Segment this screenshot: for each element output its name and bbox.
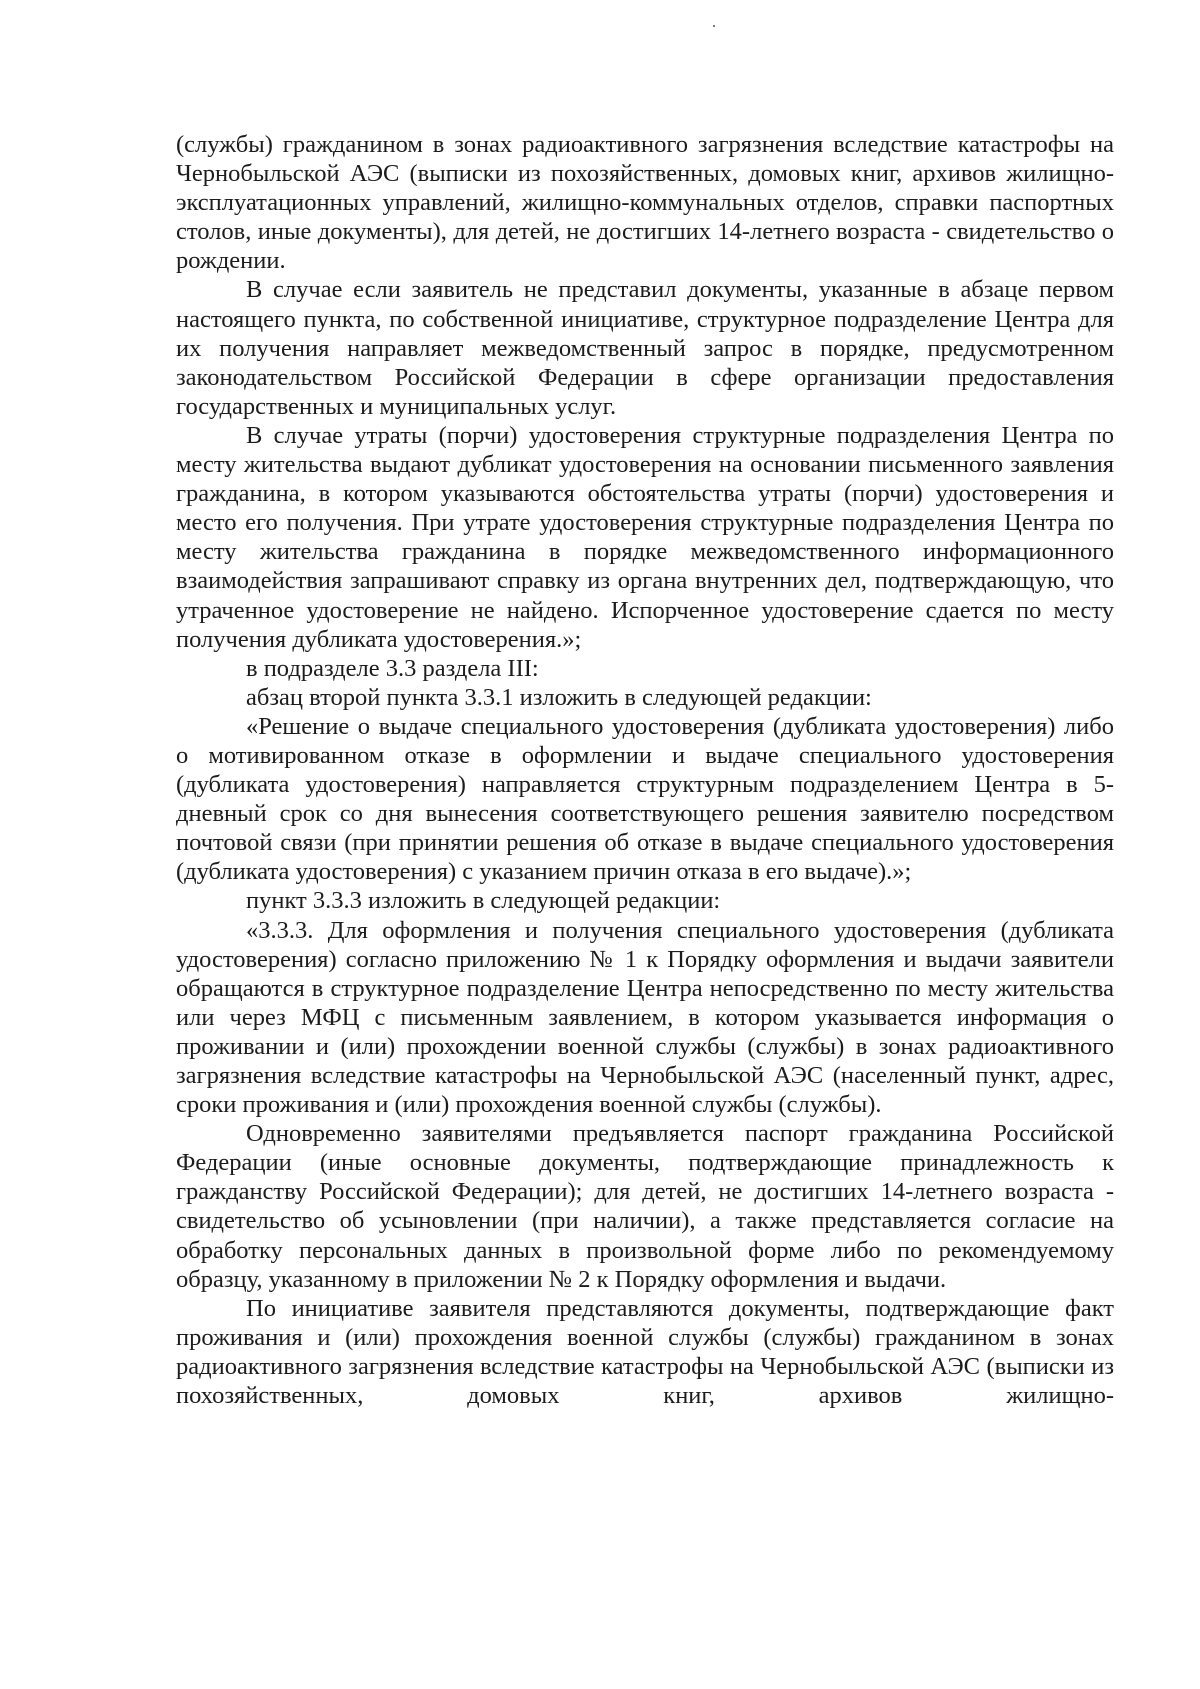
- paragraph-amendment-3-3-3: пункт 3.3.3 изложить в следующей редакции:: [246, 887, 721, 915]
- paragraph-lost-certificate: В случае утраты (порчи) удостоверения структурные подразделения Центра по месту жительства выдают дубликат удостоверения на основании письменного заявления гражданина, в котором указываются обстоятельства утраты (порчи) удостоверения и место его получения. При утрате удостоверения структурные подразделения Центра по месту жительства гражданина в порядке межведомственного информационного взаимодействия запрашивают справку из органа внутренних дел, подтверждающую, что утраченное удостоверение не найдено. Испорченное удостоверение сдается по месту получения дубликата удостоверения.»;: [176, 421, 1114, 653]
- paragraph-subsection-ref: в подразделе 3.3 раздела III:: [246, 654, 539, 682]
- paragraph-clause-3-3-3: «3.3.3. Для оформления и получения специального удостоверения (дубликата удостоверения) согласно приложению № 1 к Порядку оформления и выдачи заявители обращаются в структурное подразделение Центра непосредственно по месту жительства или через МФЦ с письменным заявлением, в котором указывается информация о проживании и (или) прохождении военной службы (службы) в зонах радиоактивного загрязнения вследствие катастрофы на Чернобыльской АЭС (населенный пункт, адрес, сроки проживания и (или) прохождения военной службы (службы).: [176, 916, 1114, 1119]
- scan-speck: [713, 25, 715, 27]
- document-body: [176, 130, 1114, 1410]
- paragraph-decision-text: «Решение о выдаче специального удостоверения (дубликата удостоверения) либо о мотивированном отказе в оформлении и выдаче специального удостоверения (дубликата удостоверения) направляется структурным подразделением Центра в 5-дневный срок со дня вынесения соответствующего решения заявителю посредством почтовой связи (при принятии решения об отказе в выдаче специального удостоверения (дубликата удостоверения) с указанием причин отказа в его выдаче).»;: [176, 712, 1114, 886]
- paragraph-continuation: (службы) гражданином в зонах радиоактивного загрязнения вследствие катастрофы на Чернобыльской АЭС (выписки из похозяйственных, домовых книг, архивов жилищно-эксплуатационных управлений, жилищно-коммунальных отделов, справки паспортных столов, иные документы), для детей, не достигших 14-летнего возраста - свидетельство о рождении.: [176, 131, 1114, 275]
- paragraph-amendment-3-3-1: абзац второй пункта 3.3.1 изложить в следующей редакции:: [246, 683, 872, 711]
- paragraph-passport-consent: Одновременно заявителями предъявляется паспорт гражданина Российской Федерации (иные основные документы, подтверждающие принадлежность к гражданству Российской Федерации); для детей, не достигших 14-летнего возраста - свидетельство об усыновлении (при наличии), а также представляется согласие на обработку персональных данных в произвольной форме либо по рекомендуемому образцу, указанному в приложении № 2 к Порядку оформления и выдачи.: [176, 1120, 1114, 1293]
- paragraph-supporting-documents: По инициативе заявителя представляются документы, подтверждающие факт проживания и (или) прохождения военной службы (службы) гражданином в зонах радиоактивного загрязнения вследствие катастрофы на Чернобыльской АЭС (выписки из похозяйственных, домовых книг, архивов жилищно-: [176, 1294, 1114, 1410]
- paragraph-interagency-request: В случае если заявитель не представил документы, указанные в абзаце первом настоящего пункта, по собственной инициативе, структурное подразделение Центра для их получения направляет межведомственный запрос в порядке, предусмотренном законодательством Российской Федерации в сфере организации предоставления государственных и муниципальных услуг.: [176, 276, 1114, 420]
